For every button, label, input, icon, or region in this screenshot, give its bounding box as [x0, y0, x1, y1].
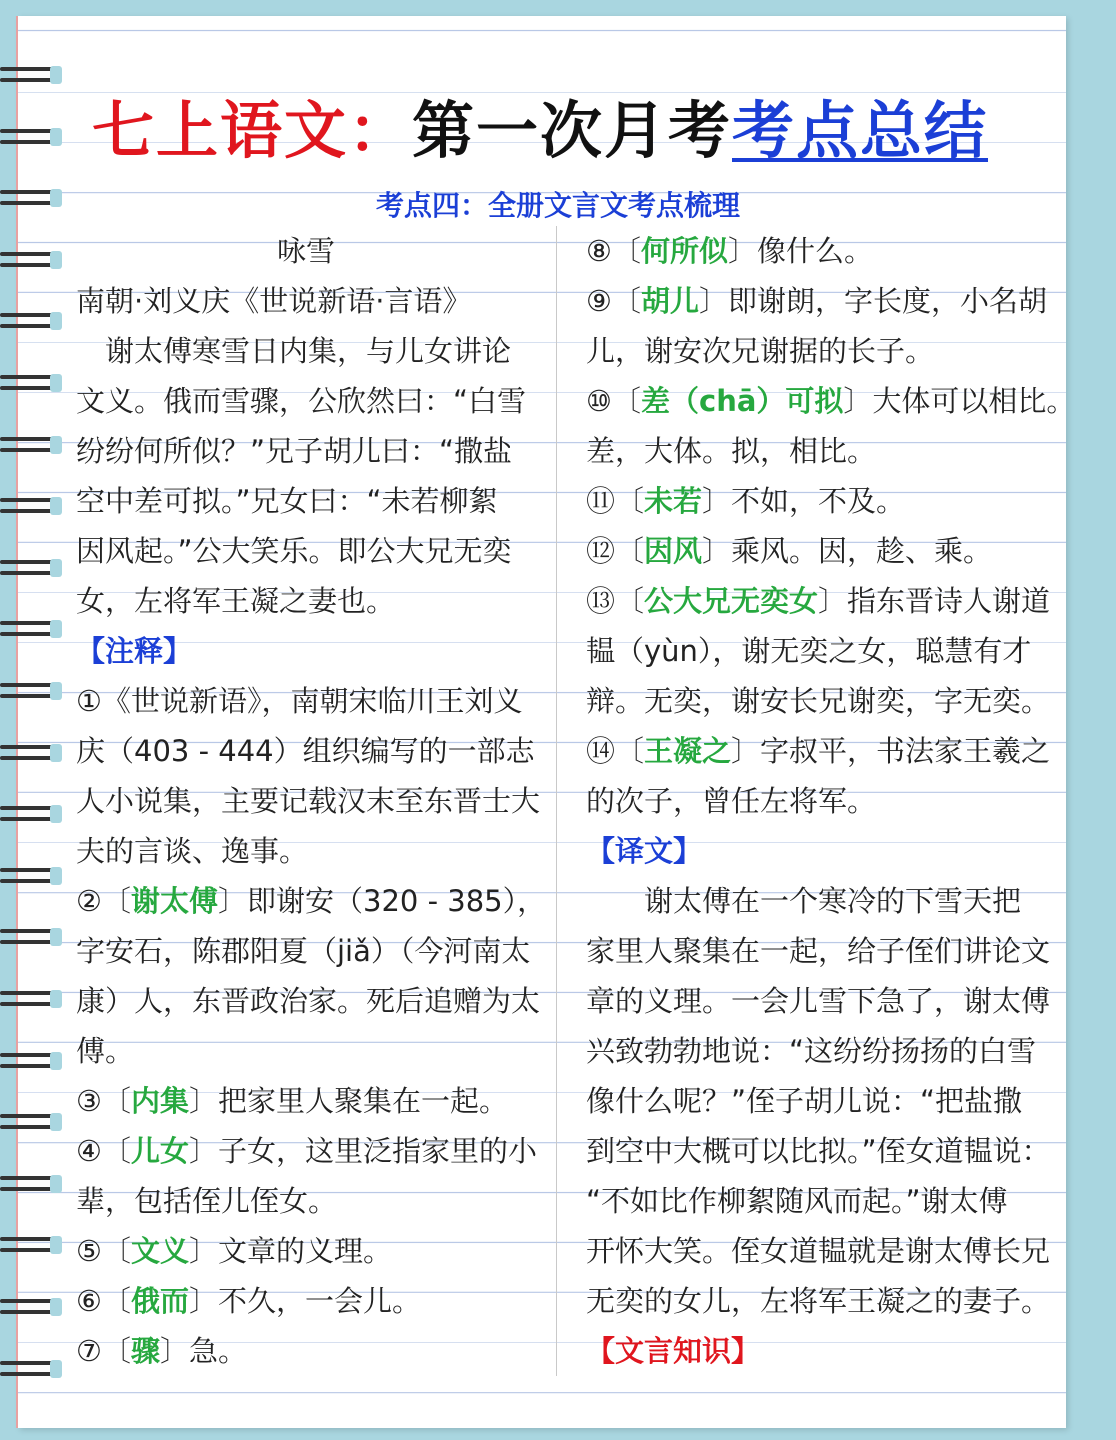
annotation-line: [586, 376, 1076, 426]
left-column: [76, 226, 547, 1376]
text-line: 夫的言谈、逸事。: [76, 834, 309, 868]
text-line: [76, 626, 536, 676]
annotation-definition: 〕指东晋诗人谢道: [818, 584, 1051, 618]
annotation-definition: 〕把家里人聚集在一起。: [189, 1084, 509, 1118]
annotation-definition: 〕不如，不及。: [702, 484, 906, 518]
annotation-line: [586, 226, 1048, 276]
text-line: 咏雪: [276, 234, 335, 268]
annotation-line: [586, 476, 1048, 526]
text-line: 韫（yùn），谢无奕之女，聪慧有才: [586, 634, 1032, 668]
annotation-line: [76, 1076, 536, 1126]
text-line: 空中差可拟。”兄女曰：“未若柳絮: [76, 484, 498, 518]
text-line: 章的义理。一会儿雪下急了，谢太傅: [586, 984, 1051, 1018]
title-part-2: 第一次月考: [411, 94, 732, 167]
binding-ring: [0, 1110, 62, 1134]
annotation-number: ⑥〔: [76, 1284, 131, 1318]
annotation-definition: 〕大体可以相比。: [843, 384, 1076, 418]
annotation-line: [76, 1326, 536, 1376]
annotation-number: ⑨〔: [586, 284, 641, 318]
text-line: 开怀大笑。侄女道韫就是谢太傅长兄: [586, 1234, 1051, 1268]
text-line: 字安石，陈郡阳夏（jiǎ）（今河南太: [76, 934, 531, 968]
annotation-definition: 〕子女，这里泛指家里的小: [189, 1134, 538, 1168]
binding-ring: [0, 1233, 62, 1257]
text-line: [586, 826, 1048, 876]
annotation-number: ⑬〔: [586, 584, 645, 618]
text-line: 南朝·刘义庆《世说新语·言语》: [76, 284, 472, 318]
annotation-term: 儿女: [131, 1134, 190, 1168]
annotation-number: ⑪〔: [586, 484, 645, 518]
binding-ring: [0, 987, 62, 1011]
right-column: [586, 226, 1076, 1376]
annotation-definition: 〕像什么。: [728, 234, 874, 268]
binding-ring: [0, 248, 62, 272]
annotation-number: ⑭〔: [586, 734, 645, 768]
annotation-term: 王凝之: [644, 734, 732, 768]
annotation-term: 因风: [644, 534, 703, 568]
annotation-definition: 〕乘风。因，趁、乘。: [702, 534, 993, 568]
text-line: 谢太傅寒雪日内集，与儿女讲论: [76, 334, 512, 368]
annotation-term: 何所似: [641, 234, 729, 268]
annotation-line: [586, 526, 1048, 576]
binding-ring: [0, 63, 62, 87]
annotation-number: ④〔: [76, 1134, 131, 1168]
annotation-line: [586, 576, 1051, 626]
text-line: 康）人，东晋政治家。死后追赠为太: [76, 984, 541, 1018]
annotation-term: 骤: [131, 1334, 161, 1368]
annotation-term: 文义: [131, 1234, 190, 1268]
annotation-definition: 〕急。: [160, 1334, 248, 1368]
section-heading: 【文言知识】: [586, 1334, 761, 1368]
binding-ring: [0, 1357, 62, 1381]
text-line: 人小说集，主要记载汉末至东晋士大: [76, 784, 541, 818]
annotation-definition: 〕不久，一会儿。: [189, 1284, 422, 1318]
annotation-number: ③〔: [76, 1084, 131, 1118]
annotation-number: ⑧〔: [586, 234, 641, 268]
title-part-1: 七上语文：: [91, 94, 412, 167]
text-line: ①《世说新语》，南朝宋临川王刘义: [76, 684, 523, 718]
annotation-line: [586, 726, 1051, 776]
text-line: 差，大体。拟，相比。: [586, 434, 877, 468]
binding-ring: [0, 556, 62, 580]
text-line: 因风起。”公大笑乐。即公大兄无奕: [76, 534, 512, 568]
text-line: 儿，谢安次兄谢据的长子。: [586, 334, 935, 368]
annotation-definition: 〕文章的义理。: [189, 1234, 393, 1268]
annotation-term: 差（chā）可拟: [641, 384, 844, 418]
text-line: 辩。无奕，谢安长兄谢奕，字无奕。: [586, 684, 1051, 718]
section-heading: 【译文】: [586, 834, 703, 868]
annotation-line: [76, 1126, 536, 1176]
binding-ring: [0, 1049, 62, 1073]
text-line: 女，左将军王凝之妻也。: [76, 584, 396, 618]
annotation-number: ⑤〔: [76, 1234, 131, 1268]
binding-ring: [0, 925, 62, 949]
annotation-line: [76, 1276, 536, 1326]
annotation-number: ②〔: [76, 884, 131, 918]
text-line: 傅。: [76, 1034, 135, 1068]
annotation-term: 谢太傅: [131, 884, 219, 918]
text-line: 文义。俄而雪骤，公欣然曰：“白雪: [76, 384, 527, 418]
annotation-number: ⑩〔: [586, 384, 641, 418]
annotation-number: ⑦〔: [76, 1334, 131, 1368]
column-divider: [556, 226, 557, 1376]
text-line: 纷纷何所似？”兄子胡儿曰：“撒盐: [76, 434, 513, 468]
binding-ring: [0, 864, 62, 888]
section-subtitle: 考点四：全册文言文考点梳理: [375, 189, 740, 222]
text-line: 家里人聚集在一起，给子侄们讲论文: [586, 934, 1051, 968]
annotation-definition: 〕字叔平，书法家王羲之: [731, 734, 1051, 768]
binding-ring: [0, 1295, 62, 1319]
annotation-term: 内集: [131, 1084, 190, 1118]
annotation-line: [76, 1226, 536, 1276]
annotation-number: ⑫〔: [586, 534, 645, 568]
binding-ring: [0, 617, 62, 641]
annotation-line: [76, 876, 547, 926]
annotation-definition: 〕即谢安（320 - 385），: [218, 884, 547, 918]
text-line: 辈，包括侄儿侄女。: [76, 1184, 338, 1218]
text-line: 的次子，曾任左将军。: [586, 784, 877, 818]
binding-ring: [0, 1172, 62, 1196]
title-part-3: 考点总结: [732, 94, 989, 167]
binding-ring: [0, 802, 62, 826]
annotation-term: 俄而: [131, 1284, 190, 1318]
page-title: [0, 96, 1080, 166]
binding-ring: [0, 494, 62, 518]
annotation-term: 公大兄无奕女: [644, 584, 819, 618]
text-line: 到空中大概可以比拟。”侄女道韫说：: [586, 1134, 1051, 1168]
text-line: 兴致勃勃地说：“这纷纷扬扬的白雪: [586, 1034, 1037, 1068]
text-line: [586, 1326, 1048, 1376]
binding-ring: [0, 433, 62, 457]
binding-ring: [0, 741, 62, 765]
text-line: 像什么呢？”侄子胡儿说：“把盐撒: [586, 1084, 1023, 1118]
text-line: “不如比作柳絮随风而起。”谢太傅: [586, 1184, 1008, 1218]
section-heading: 【注释】: [76, 634, 193, 668]
annotation-line: [586, 276, 1048, 326]
binding-ring: [0, 371, 62, 395]
binding-ring: [0, 679, 62, 703]
annotation-definition: 〕即谢朗，字长度，小名胡: [699, 284, 1048, 318]
text-line: 庆（403 - 444）组织编写的一部志: [76, 734, 535, 768]
annotation-term: 未若: [644, 484, 703, 518]
annotation-term: 胡儿: [641, 284, 700, 318]
text-line: 谢太傅在一个寒冷的下雪天把: [586, 884, 1022, 918]
text-line: 无奕的女儿，左将军王凝之的妻子。: [586, 1284, 1051, 1318]
binding-ring: [0, 309, 62, 333]
